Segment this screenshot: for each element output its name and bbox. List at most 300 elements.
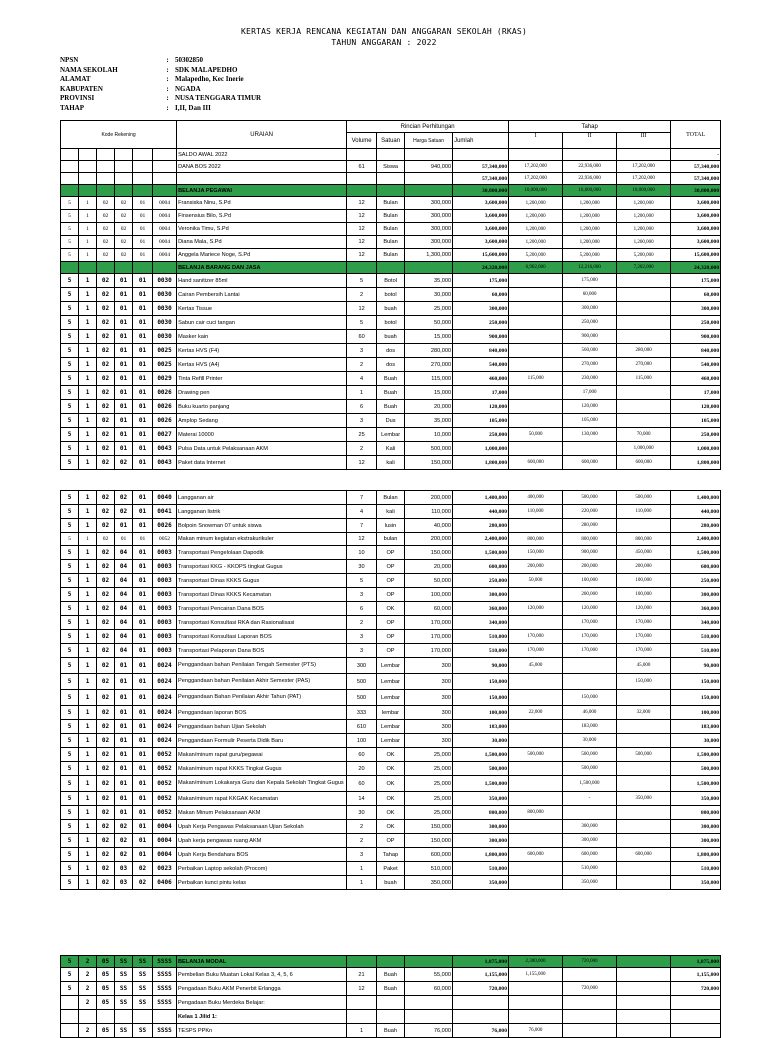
tahap3-cell: [617, 316, 671, 330]
kode-cell: 5: [61, 372, 79, 386]
kode-cell: 01: [133, 820, 153, 834]
uraian-cell: Upah Kerja Pengawas Pelaksanaan Ujian Sekolah: [177, 820, 347, 834]
harga-cell: 150,000: [405, 834, 453, 848]
kode-cell: 01: [133, 505, 153, 519]
tahap1-cell: 800,000: [509, 533, 563, 546]
kode-cell: 01: [133, 762, 153, 776]
kode-cell: [115, 161, 133, 173]
volume-cell: 6: [347, 400, 377, 414]
kode-cell: [61, 996, 79, 1010]
kode-cell: 1: [79, 734, 97, 748]
uraian-cell: Anggela Mariece Noge, S.Pd: [177, 249, 347, 262]
total-cell: 350,000: [671, 876, 721, 890]
kode-cell: 5: [61, 546, 79, 560]
kode-cell: 02: [97, 288, 115, 302]
kode-cell: 1: [79, 674, 97, 690]
tahap3-cell: 1,000,000: [617, 442, 671, 456]
kode-cell: 02: [97, 658, 115, 674]
kode-cell: 02: [115, 223, 133, 236]
kode-cell: 5: [61, 806, 79, 820]
tahap1-cell: [509, 690, 563, 706]
info-value: NUSA TENGGARA TIMUR: [175, 94, 262, 102]
tahap3-cell: 1,200,000: [617, 197, 671, 210]
tahap2-cell: 200,000: [563, 560, 617, 574]
jumlah-cell: 1,500,000: [453, 748, 509, 762]
kode-cell: 0052: [153, 792, 177, 806]
jumlah-cell: 100,000: [453, 706, 509, 720]
uraian-cell: Sabun cair cuci tangan: [177, 316, 347, 330]
table-row: [61, 690, 721, 706]
jumlah-cell: 57,340,000: [453, 173, 509, 185]
harga-cell: [405, 1010, 453, 1024]
uraian-cell: Tinta Refill Printer: [177, 372, 347, 386]
kode-cell: 1: [79, 223, 97, 236]
volume-cell: [347, 262, 377, 274]
kode-cell: 01: [133, 792, 153, 806]
tahap2-cell: 230,000: [563, 372, 617, 386]
kode-cell: [133, 1010, 153, 1024]
satuan-cell: kali: [377, 505, 405, 519]
harga-cell: 20,000: [405, 400, 453, 414]
kode-cell: 02: [97, 560, 115, 574]
kode-cell: 01: [133, 274, 153, 288]
kode-cell: 01: [133, 602, 153, 616]
jumlah-cell: 510,000: [453, 862, 509, 876]
header-uraian: URAIAN: [177, 121, 347, 149]
jumlah-cell: [453, 996, 509, 1010]
jumlah-cell: 1,800,000: [453, 848, 509, 862]
kode-cell: 02: [97, 210, 115, 223]
tahap1-cell: [509, 720, 563, 734]
jumlah-cell: [453, 149, 509, 161]
satuan-cell: OK: [377, 748, 405, 762]
tahap1-cell: [509, 674, 563, 690]
table-row: [61, 1024, 721, 1038]
kode-cell: 0030: [153, 288, 177, 302]
kode-cell: 0026: [153, 519, 177, 533]
kode-cell: 5: [61, 630, 79, 644]
kode-cell: SS: [133, 1024, 153, 1038]
kode-cell: 0406: [153, 876, 177, 890]
jumlah-cell: 24,320,000: [453, 262, 509, 274]
tahap1-cell: [509, 982, 563, 996]
tahap3-cell: 450,000: [617, 546, 671, 560]
satuan-cell: OK: [377, 602, 405, 616]
satuan-cell: OK: [377, 776, 405, 792]
table-row: [61, 372, 721, 386]
kode-cell: 0024: [153, 658, 177, 674]
kode-cell: 02: [97, 792, 115, 806]
kode-cell: 0030: [153, 302, 177, 316]
satuan-cell: [377, 1010, 405, 1024]
uraian-cell: Veronika Timu, S.Pd: [177, 223, 347, 236]
satuan-cell: buah: [377, 876, 405, 890]
volume-cell: 14: [347, 792, 377, 806]
tahap1-cell: [509, 302, 563, 316]
kode-cell: [97, 185, 115, 197]
kode-cell: 01: [115, 792, 133, 806]
total-cell: -: [671, 149, 721, 161]
kode-cell: 01: [115, 442, 133, 456]
tahap1-cell: [509, 588, 563, 602]
jumlah-cell: 120,000: [453, 400, 509, 414]
tahap3-cell: [617, 806, 671, 820]
satuan-cell: Buah: [377, 372, 405, 386]
harga-cell: 270,000: [405, 358, 453, 372]
jumlah-cell: 460,000: [453, 372, 509, 386]
kode-cell: 0052: [153, 776, 177, 792]
tahap1-cell: 10,000,000: [509, 185, 563, 197]
kode-cell: [97, 1010, 115, 1024]
kode-cell: 02: [115, 210, 133, 223]
jumlah-cell: 90,000: [453, 658, 509, 674]
tahap2-cell: 1,200,000: [563, 197, 617, 210]
table-row: [61, 519, 721, 533]
kode-cell: 2: [79, 996, 97, 1010]
harga-cell: 76,000: [405, 1024, 453, 1038]
volume-cell: 500: [347, 674, 377, 690]
kode-cell: 5: [61, 734, 79, 748]
uraian-cell: Finsensius Bilo, S.Pd: [177, 210, 347, 223]
jumlah-cell: 1,155,000: [453, 968, 509, 982]
kode-cell: 1: [79, 274, 97, 288]
table-row: [61, 792, 721, 806]
kode-cell: 01: [133, 574, 153, 588]
total-cell: 183,000: [671, 720, 721, 734]
tahap3-cell: 600,000: [617, 848, 671, 862]
kode-cell: 04: [115, 574, 133, 588]
kode-cell: [61, 185, 79, 197]
tahap1-cell: 150,000: [509, 546, 563, 560]
jumlah-cell: 540,000: [453, 358, 509, 372]
tahap2-cell: 120,000: [563, 602, 617, 616]
uraian-cell: Kertas HVS (A4): [177, 358, 347, 372]
tahap2-cell: 270,000: [563, 358, 617, 372]
total-cell: 280,000: [671, 519, 721, 533]
tahap1-cell: 50,000: [509, 428, 563, 442]
jumlah-cell: 150,000: [453, 674, 509, 690]
kode-cell: 1: [79, 197, 97, 210]
satuan-cell: OP: [377, 546, 405, 560]
kode-cell: 0004: [153, 210, 177, 223]
kode-cell: 02: [97, 834, 115, 848]
satuan-cell: Bulan: [377, 223, 405, 236]
tahap3-cell: 17,202,000: [617, 173, 671, 185]
tahap1-cell: 200,000: [509, 560, 563, 574]
volume-cell: 1: [347, 386, 377, 400]
uraian-cell: Upah kerja pengawas ruang AKM: [177, 834, 347, 848]
volume-cell: 25: [347, 428, 377, 442]
satuan-cell: Paket: [377, 862, 405, 876]
kode-cell: 5: [61, 776, 79, 792]
jumlah-cell: 30,000: [453, 734, 509, 748]
tahap2-cell: [563, 996, 617, 1010]
tahap2-cell: -: [563, 792, 617, 806]
info-colon: :: [166, 94, 169, 102]
volume-cell: 333: [347, 706, 377, 720]
uraian-cell: Pembelian Buku Muatan Lokal Kelas 3, 4, 5, 6: [177, 968, 347, 982]
tahap3-cell: [617, 386, 671, 400]
kode-cell: 02: [97, 249, 115, 262]
kode-cell: 04: [115, 616, 133, 630]
rkas-table-3: [60, 955, 721, 1038]
kode-cell: 1: [79, 630, 97, 644]
total-cell: [671, 1024, 721, 1038]
tahap2-cell: 100,000: [563, 574, 617, 588]
tahap3-cell: 500,000: [617, 748, 671, 762]
kode-cell: 1: [79, 834, 97, 848]
jumlah-cell: 30,800,000: [453, 185, 509, 197]
kode-cell: 5: [61, 616, 79, 630]
volume-cell: 2: [347, 288, 377, 302]
jumlah-cell: 360,000: [453, 602, 509, 616]
harga-cell: [405, 149, 453, 161]
table-row: [61, 428, 721, 442]
info-row: [60, 75, 261, 85]
info-label: TAHAP: [60, 103, 84, 112]
table-row: [61, 644, 721, 658]
kode-cell: 02: [115, 236, 133, 249]
table-row: [61, 820, 721, 834]
kode-cell: 02: [97, 674, 115, 690]
uraian-cell: Upah Kerja Bendahara BOS: [177, 848, 347, 862]
tahap1-cell: 1,200,000: [509, 197, 563, 210]
harga-cell: 940,000: [405, 161, 453, 173]
kode-cell: 01: [133, 546, 153, 560]
tahap1-cell: 2,300,000: [509, 956, 563, 968]
kode-cell: SS: [115, 956, 133, 968]
jumlah-cell: 510,000: [453, 644, 509, 658]
kode-cell: 01: [133, 491, 153, 505]
kode-cell: [79, 185, 97, 197]
kode-cell: 1: [79, 848, 97, 862]
uraian-cell: Perbaikan Laptop sekolah (Procom): [177, 862, 347, 876]
tahap3-cell: 1,200,000: [617, 223, 671, 236]
volume-cell: 2: [347, 834, 377, 848]
satuan-cell: OK: [377, 820, 405, 834]
kode-cell: 5: [61, 588, 79, 602]
uraian-cell: BELANJA BARANG DAN JASA: [177, 262, 347, 274]
volume-cell: 300: [347, 658, 377, 674]
tahap1-cell: 76,000: [509, 1024, 563, 1038]
total-cell: 510,000: [671, 630, 721, 644]
satuan-cell: Lembar: [377, 674, 405, 690]
table-row: [61, 996, 721, 1010]
total-cell: 90,000: [671, 658, 721, 674]
tahap3-cell: 270,000: [617, 358, 671, 372]
table-row: [61, 161, 721, 173]
kode-cell: 01: [115, 690, 133, 706]
uraian-cell: Kelas 1 Jilid 1:: [177, 1010, 347, 1024]
tahap1-cell: [509, 762, 563, 776]
tahap1-cell: [509, 1010, 563, 1024]
kode-cell: 5: [61, 358, 79, 372]
kode-cell: 1: [79, 491, 97, 505]
tahap1-cell: [509, 344, 563, 358]
uraian-cell: Penggandaan bahan Penilaian Akhir Semester (PAS): [177, 674, 347, 690]
harga-cell: 25,000: [405, 776, 453, 792]
tahap2-cell: 500,000: [563, 762, 617, 776]
harga-cell: 110,000: [405, 505, 453, 519]
kode-cell: 02: [97, 776, 115, 792]
tahap2-cell: 183,000: [563, 720, 617, 734]
tahap3-cell: 5,200,000: [617, 249, 671, 262]
kode-cell: [115, 1010, 133, 1024]
kode-cell: 5: [61, 848, 79, 862]
table-row: [61, 197, 721, 210]
kode-cell: 01: [115, 372, 133, 386]
kode-cell: 0029: [153, 372, 177, 386]
satuan-cell: Buah: [377, 1024, 405, 1038]
table-row: [61, 560, 721, 574]
jumlah-cell: 350,000: [453, 876, 509, 890]
uraian-cell: Cairan Pembersih Lantai: [177, 288, 347, 302]
satuan-cell: OK: [377, 762, 405, 776]
kode-cell: 0003: [153, 644, 177, 658]
satuan-cell: OP: [377, 574, 405, 588]
tahap2-cell: 250,000: [563, 316, 617, 330]
jumlah-cell: 3,600,000: [453, 223, 509, 236]
total-cell: 3,600,000: [671, 210, 721, 223]
kode-cell: 02: [97, 574, 115, 588]
tahap2-cell: 10,800,000: [563, 185, 617, 197]
kode-cell: 1: [79, 330, 97, 344]
kode-cell: 5: [61, 519, 79, 533]
tahap1-cell: 17,202,000: [509, 173, 563, 185]
kode-cell: [153, 161, 177, 173]
harga-cell: 25,000: [405, 302, 453, 316]
tahap3-cell: [617, 330, 671, 344]
harga-cell: 50,000: [405, 574, 453, 588]
harga-cell: 280,000: [405, 344, 453, 358]
kode-cell: 1: [79, 386, 97, 400]
kode-cell: [79, 149, 97, 161]
kode-cell: 1: [79, 372, 97, 386]
volume-cell: 12: [347, 456, 377, 470]
kode-cell: 04: [115, 602, 133, 616]
tahap2-cell: 30,000: [563, 734, 617, 748]
kode-cell: [153, 149, 177, 161]
table-row: [61, 262, 721, 274]
volume-cell: [347, 996, 377, 1010]
total-cell: 3,600,000: [671, 236, 721, 249]
tahap1-cell: [509, 996, 563, 1010]
table-row: [61, 236, 721, 249]
total-cell: 105,000: [671, 414, 721, 428]
kode-cell: 01: [133, 372, 153, 386]
satuan-cell: OP: [377, 630, 405, 644]
tahap3-cell: [617, 996, 671, 1010]
kode-cell: SS: [115, 996, 133, 1010]
kode-cell: 0024: [153, 720, 177, 734]
harga-cell: 300: [405, 690, 453, 706]
kode-cell: 01: [115, 302, 133, 316]
kode-cell: 02: [97, 616, 115, 630]
table-row: [61, 344, 721, 358]
kode-cell: 02: [97, 302, 115, 316]
satuan-cell: OP: [377, 644, 405, 658]
uraian-cell: Fransiska Ninu, S.Pd: [177, 197, 347, 210]
rkas-table-1: [60, 120, 721, 470]
harga-cell: 300: [405, 734, 453, 748]
kode-cell: 1: [79, 644, 97, 658]
table-row: [61, 274, 721, 288]
total-cell: 1,000,000: [671, 442, 721, 456]
jumlah-cell: 510,000: [453, 630, 509, 644]
tahap1-cell: [509, 734, 563, 748]
jumlah-cell: 300,000: [453, 820, 509, 834]
kode-cell: 05: [97, 996, 115, 1010]
kode-cell: 01: [133, 236, 153, 249]
kode-cell: 02: [97, 820, 115, 834]
uraian-cell: Makan/minum Lokakarya Guru dan Kepala Sekolah Tingkat Gugus: [177, 776, 347, 792]
header-kode-rekening: Kode Rekening: [61, 121, 177, 149]
table-row: [61, 302, 721, 316]
uraian-cell: Bolpoin Snowman 07 untuk siswa: [177, 519, 347, 533]
kode-cell: SSSS: [153, 968, 177, 982]
tahap2-cell: [563, 1024, 617, 1038]
kode-cell: 0052: [153, 762, 177, 776]
satuan-cell: Bulan: [377, 236, 405, 249]
jumlah-cell: 300,000: [453, 302, 509, 316]
total-cell: 800,000: [671, 806, 721, 820]
kode-cell: 0024: [153, 674, 177, 690]
header-jumlah: Jumlah: [453, 133, 509, 149]
document-title: KERTAS KERJA RENCANA KEGIATAN DAN ANGGARAN SEKOLAH (RKAS): [241, 27, 527, 36]
tahap1-cell: [509, 149, 563, 161]
header-rincian: Rincian Perhitungan: [347, 121, 509, 133]
uraian-cell: Makan/minum rapat KKKS Tingkat Gugus: [177, 762, 347, 776]
uraian-cell: Transportasi Dinas KKKS Gugus: [177, 574, 347, 588]
tahap2-cell: 900,000: [563, 330, 617, 344]
kode-cell: 5: [61, 533, 79, 546]
kode-cell: 5: [61, 210, 79, 223]
tahap3-cell: [617, 519, 671, 533]
satuan-cell: Botol: [377, 274, 405, 288]
kode-cell: [115, 262, 133, 274]
kode-cell: [133, 149, 153, 161]
total-cell: 1,800,000: [671, 848, 721, 862]
tahap1-cell: [509, 792, 563, 806]
tahap1-cell: 115,000: [509, 372, 563, 386]
kode-cell: 05: [97, 968, 115, 982]
info-colon: :: [166, 84, 169, 93]
volume-cell: 12: [347, 533, 377, 546]
kode-cell: 5: [61, 982, 79, 996]
uraian-cell: Materai 10000: [177, 428, 347, 442]
jumlah-cell: 350,000: [453, 792, 509, 806]
kode-cell: 1: [79, 806, 97, 820]
kode-cell: 0052: [153, 533, 177, 546]
tahap1-cell: [509, 820, 563, 834]
harga-cell: 170,000: [405, 616, 453, 630]
kode-cell: 01: [133, 533, 153, 546]
jumlah-cell: 57,340,000: [453, 161, 509, 173]
document-subtitle: TAHUN ANGGARAN : 2022: [331, 38, 437, 47]
uraian-cell: [177, 173, 347, 185]
tahap3-cell: 115,000: [617, 372, 671, 386]
volume-cell: 60: [347, 776, 377, 792]
kode-cell: 2: [79, 982, 97, 996]
harga-cell: 200,000: [405, 491, 453, 505]
volume-cell: 10: [347, 546, 377, 560]
tahap2-cell: 500,000: [563, 748, 617, 762]
kode-cell: 0043: [153, 442, 177, 456]
kode-cell: 0003: [153, 546, 177, 560]
table-row: [61, 223, 721, 236]
tahap2-cell: 600,000: [563, 456, 617, 470]
total-cell: 30,800,000: [671, 185, 721, 197]
